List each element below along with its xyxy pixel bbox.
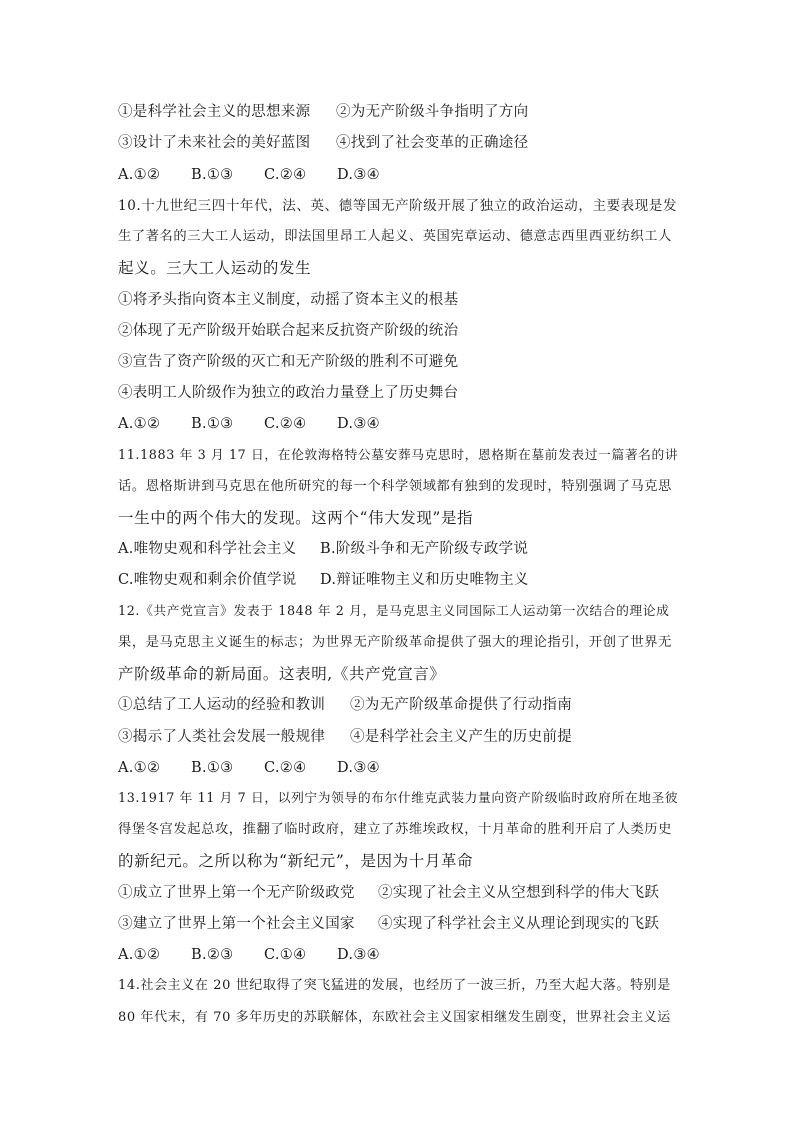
q13-stem-line-3: 的新纪元。之所以称为“新纪元”，是因为十月革命 <box>118 852 474 870</box>
q12-option-1: ①总结了工人运动的经验和教训 <box>118 697 326 713</box>
q13-option-1: ①成立了世界上第一个无产阶级政党 <box>118 885 355 901</box>
q10-option-3: ③宣告了资产阶级的灭亡和无产阶级的胜利不可避免 <box>118 354 459 370</box>
q13-option-4: ④实现了科学社会主义从理论到现实的飞跃 <box>378 916 660 932</box>
q13-options-row-1 <box>118 883 678 903</box>
q10-choice-b: B.①③ <box>191 416 234 432</box>
q9-choice-b: B.①③ <box>191 167 234 183</box>
q12-options-row-1 <box>118 695 678 715</box>
q11-stem-line-2: 话。恩格斯讲到马克思在他所研究的每一个科学领域都有独到的发现时，特别强调了马克思 <box>118 479 673 494</box>
q11-option-c: C.唯物史观和剩余价值学说 <box>118 572 297 588</box>
q12-stem-line-2: 果，是马克思主义诞生的标志；为世界无产阶级革命提供了强大的理论指引，开创了世界无 <box>118 635 673 650</box>
q9-choice-d: D.③④ <box>337 167 380 183</box>
q10-choice-a: A.①② <box>118 416 161 432</box>
q10-choice-d: D.③④ <box>337 416 380 432</box>
q12-choice-b: B.①③ <box>191 760 234 776</box>
q10-stem-line-2: 生了著名的三大工人运动，即法国里昂工人起义、英国宪章运动、德意志西里西亚纺织工人 <box>118 229 673 244</box>
q9-choice-c: C.②④ <box>264 167 307 183</box>
q11-stem-line-3: 一生中的两个伟大的发现。这两个“伟大发现”是指 <box>118 509 474 527</box>
q10-option-2: ②体现了无产阶级开始联合起来反抗资产阶级的统治 <box>118 323 459 339</box>
q11-option-d: D.辩证唯物主义和历史唯物主义 <box>320 572 529 588</box>
q10-option-4: ④表明工人阶级作为独立的政治力量登上了历史舞台 <box>118 385 459 401</box>
q11-option-a: A.唯物史观和科学社会主义 <box>118 541 297 557</box>
q12-choice-a: A.①② <box>118 760 161 776</box>
q13-choice-d: D.③④ <box>337 947 380 963</box>
q13-answer-choices <box>118 945 678 965</box>
q9-options-row-1 <box>118 102 678 122</box>
q11-option-b: B.阶级斗争和无产阶级专政学说 <box>320 541 529 557</box>
q12-stem-line-3: 产阶级革命的新局面。这表明,《共产党宣言》 <box>118 665 446 683</box>
q12-choice-d: D.③④ <box>337 760 380 776</box>
q10-stem-line-3: 起义。三大工人运动的发生 <box>118 259 312 277</box>
q13-choice-c: C.①④ <box>264 947 307 963</box>
q14-stem-line-2: 80 年代末，有 70 多年历史的苏联解体，东欧社会主义国家相继发生剧变，世界社会主义运 <box>118 1010 671 1025</box>
q9-option-2: ②为无产阶级斗争指明了方向 <box>336 104 529 120</box>
q12-stem-line-1: 12.《共产党宣言》发表于 1848 年 2 月，是马克思主义同国际工人运动第一次结合的理论成 <box>118 604 670 619</box>
q11-stem-line-1: 11.1883 年 3 月 17 日，在伦敦海格特公墓安葬马克思时，恩格斯在墓前发表过一篇著名的讲 <box>118 448 679 463</box>
q9-option-3: ③设计了未来社会的美好蓝图 <box>118 135 311 151</box>
q12-option-3: ③揭示了人类社会发展一般规律 <box>118 729 326 745</box>
q11-options-row-1 <box>118 539 678 559</box>
q14-stem-line-1: 14.社会主义在 20 世纪取得了突飞猛进的发展，也经历了一波三折，乃至大起大落。特别是 <box>118 978 671 993</box>
q9-option-1: ①是科学社会主义的思想来源 <box>118 104 311 120</box>
q9-answer-choices <box>118 165 678 185</box>
q13-option-2: ②实现了社会主义从空想到科学的伟大飞跃 <box>378 885 660 901</box>
q10-choice-c: C.②④ <box>264 416 307 432</box>
q13-stem-line-2: 得堡冬宫发起总攻，推翻了临时政府，建立了苏维埃政权，十月革命的胜利开启了人类历史 <box>118 822 673 837</box>
q9-choice-a: A.①② <box>118 167 161 183</box>
q13-option-3: ③建立了世界上第一个社会主义国家 <box>118 916 355 932</box>
q12-choice-c: C.②④ <box>264 760 307 776</box>
q13-stem-line-1: 13.1917 年 11 月 7 日，以列宁为领导的布尔什维克武装力量向资产阶级临时政府所在地圣彼 <box>118 791 679 806</box>
q9-options-row-2 <box>118 133 678 153</box>
q13-options-row-2 <box>118 914 678 934</box>
q10-stem-line-1: 10.十九世纪三四十年代，法、英、德等国无产阶级开展了独立的政治运动，主要表现是发 <box>118 198 678 214</box>
q13-choice-b: B.②③ <box>191 947 234 963</box>
q12-options-row-2 <box>118 727 678 747</box>
q10-answer-choices <box>118 414 678 434</box>
q9-option-4: ④找到了社会变革的正确途径 <box>336 135 529 151</box>
q12-option-2: ②为无产阶级革命提供了行动指南 <box>350 697 572 713</box>
q11-options-row-2 <box>118 570 678 590</box>
q12-option-4: ④是科学社会主义产生的历史前提 <box>350 729 572 745</box>
q10-option-1: ①将矛头指向资本主义制度，动摇了资本主义的根基 <box>118 292 459 308</box>
q13-choice-a: A.①② <box>118 947 161 963</box>
q12-answer-choices <box>118 758 678 778</box>
